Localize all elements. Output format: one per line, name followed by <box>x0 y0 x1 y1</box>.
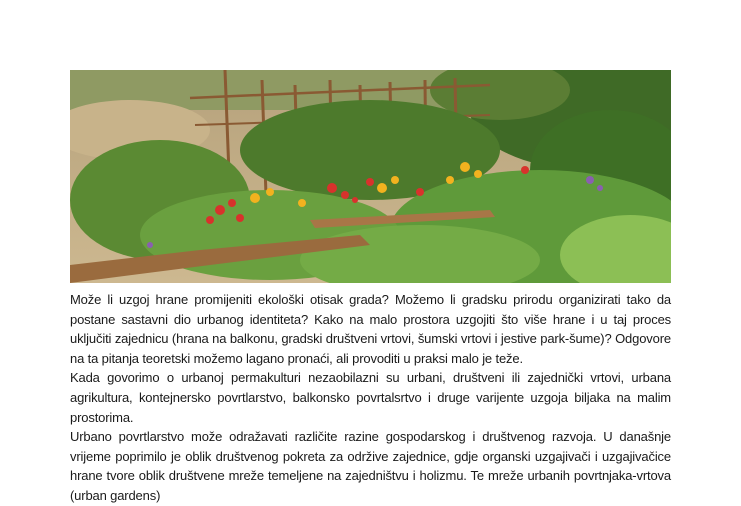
paragraph-1: Može li uzgoj hrane promijeniti ekološki otisak grada? Možemo li gradsku prirodu organizirati tako da postane sastavni dio urbanog identiteta? Kako na malo prostora uzgojiti što više hrane i u taj proces uključiti zajednicu (hrana na balkonu, gradski društveni vrtovi, šumski vrtovi i jestive park-šume)? Odgovore na ta pitanja teoretski možemo lagano pronaći, ali provoditi u praksi malo je teže. <box>70 292 671 366</box>
paragraph-3: Urbano povrtlarstvo može odražavati različite razine gospodarskog i društvenog razvoja. U današnje vrijeme poprimilo je oblik društvenog pokreta za održive zajednice, gdje organski uzgajivači i uzgajivačice hrane tvore oblik društvene mreže temeljene na zajedništvu i holizmu. Te mreže urbanih povrtnjaka-vrtova (urban gardens) <box>70 429 671 503</box>
article-body <box>70 290 671 506</box>
garden-photo <box>70 70 671 283</box>
paragraph-2: Kada govorimo o urbanoj permakulturi nezaobilazni su urbani, društveni ili zajednički vrtovi, urbana agrikultura, kontejnersko povrtlarstvo, balkonsko povrtalsrtvo i druge varijente uzgoja biljaka na malim prostorima. <box>70 370 671 425</box>
